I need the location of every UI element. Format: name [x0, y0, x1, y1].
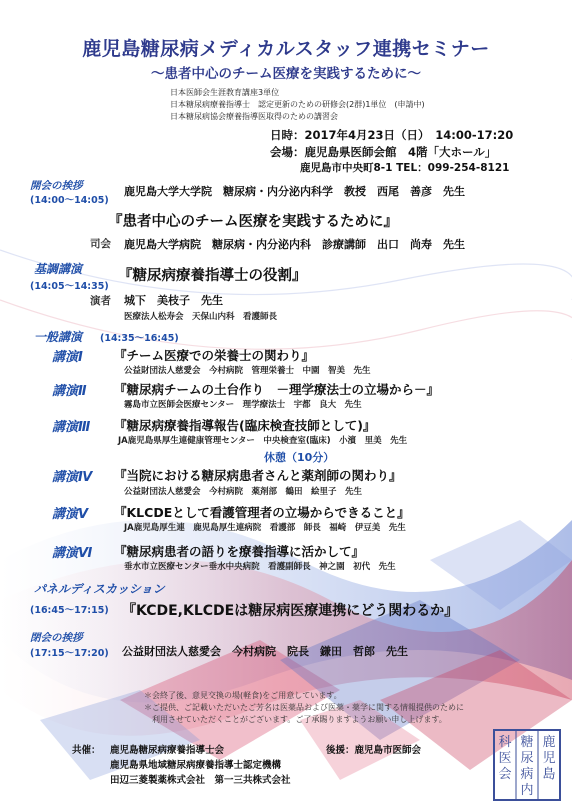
- page-title: 鹿児島糖尿病メディカルスタッフ連携セミナー: [82, 38, 490, 60]
- event-venue: 会場：鹿児島県医師会館 4階「大ホール」: [270, 145, 497, 159]
- host-name: 鹿児島県地域糖尿病療養指導士認定機構: [110, 760, 282, 771]
- talk-topic: 『糖尿病患者の語りを療養指導に活かして』: [114, 544, 365, 559]
- svg-text:会: 会: [498, 767, 512, 782]
- note-line: ＊会終了後、意見交換の場(軽食)をご用意しています。: [144, 691, 342, 700]
- talk-number: 講演Ⅲ: [52, 420, 91, 435]
- keynote-topic: 『糖尿病療養指導士の役割』: [118, 268, 307, 284]
- talk-topic: 『糖尿病療養指導報告(臨床検査技師として)』: [114, 418, 376, 433]
- talk-speaker: JA鹿児島厚生連 鹿児島厚生連病院 看護部 師長 福崎 伊豆美 先生: [124, 523, 406, 533]
- talk-speaker: 公益財団法人慈愛会 今村病院 薬剤部 鶴田 絵里子 先生: [124, 487, 363, 497]
- host-name: 田辺三菱製薬株式会社 第一三共株式会社: [110, 775, 291, 786]
- keynote-speaker: 城下 美枝子 先生: [124, 294, 223, 307]
- general-time: (14:35～16:45): [100, 333, 179, 344]
- keynote-label: 基調講演: [34, 262, 83, 276]
- talk-speaker: 公益財団法人慈愛会 今村病院 管理栄養士 中園 智美 先生: [124, 366, 371, 376]
- talk-speaker: 垂水市立医療センター垂水中央病院 看護副師長 神之園 初代 先生: [124, 562, 396, 572]
- talk-speaker: JA鹿児島県厚生連健康管理センター 中央検査室(臨床) 小濱 里美 先生: [118, 436, 408, 446]
- svg-text:島: 島: [542, 767, 556, 782]
- talk-number: 講演Ⅳ: [52, 470, 93, 485]
- svg-text:児: 児: [542, 751, 556, 766]
- talk-number: 講演Ⅵ: [52, 546, 93, 561]
- page-subtitle: ～患者中心のチーム医療を実践するために～: [151, 66, 421, 82]
- host-name: 鹿児島糖尿病療養指導士会: [110, 745, 225, 756]
- svg-text:科: 科: [498, 735, 512, 750]
- keynote-affiliation: 医療法人松寿会 天保山内科 看護師長: [124, 312, 278, 322]
- talk-number: 講演Ⅰ: [52, 350, 83, 365]
- keynote-time: (14:05～14:35): [30, 281, 109, 292]
- chair-label: 司会: [90, 238, 111, 250]
- svg-text:内: 内: [520, 783, 534, 798]
- note-line: ＊ご提供、ご記載いただいたご芳名は医薬品および医薬・薬学に関する情報提供のために: [144, 703, 464, 712]
- speaker-label: 演者: [90, 295, 111, 307]
- closing-label: 閉会の挨拶: [30, 632, 83, 644]
- event-address: 鹿児島市中央町8-1 TEL：099-254-8121: [300, 162, 510, 174]
- opening-time: (14:00～14:05): [30, 195, 109, 206]
- closing-time: (17:15～17:20): [30, 648, 109, 659]
- svg-text:糖: 糖: [520, 735, 534, 750]
- talk-topic: 『糖尿病チームの土台作り －理学療法士の立場から－』: [114, 382, 440, 397]
- break-label: 休憩（10分）: [264, 451, 335, 464]
- closing-speaker: 公益財団法人慈愛会 今村病院 院長 鎌田 哲郎 先生: [122, 645, 408, 658]
- panel-label: パネルディスカッション: [34, 582, 165, 596]
- credit-line: 日本糖尿病療養指導士 認定更新のための研修会(2群)1単位 (申請中): [170, 100, 425, 109]
- svg-text:鹿: 鹿: [542, 735, 556, 750]
- opening-label: 開会の挨拶: [30, 180, 83, 192]
- general-label: 一般講演: [34, 330, 83, 344]
- talk-number: 講演Ⅴ: [52, 507, 89, 522]
- svg-text:病: 病: [520, 767, 534, 782]
- talk-topic: 『チーム医療での栄養士の関わり』: [114, 348, 315, 363]
- talk-speaker: 霧島市立医師会医療センター 理学療法士 宇都 良大 先生: [124, 400, 362, 410]
- sponsor: 後援：鹿児島市医師会: [326, 745, 422, 756]
- credit-line: 日本糖尿病協会療養指導医取得のための講習会: [170, 112, 338, 121]
- seal-stamp: [492, 728, 562, 802]
- talk-topic: 『当院における糖尿病患者さんと薬剤師の関わり』: [114, 468, 402, 483]
- talk-topic: 『KLCDEとして看護管理者の立場からできること』: [114, 505, 410, 520]
- svg-text:医: 医: [498, 751, 512, 766]
- theme-title: 『患者中心のチーム医療を実践するために』: [108, 214, 398, 230]
- host-label: 共催：: [72, 745, 101, 756]
- chair-name: 鹿児島大学病院 糖尿病・内分泌内科 診療講師 出口 尚寿 先生: [124, 238, 465, 251]
- note-line: 利用させていただくことがございます。ご了承賜りますようお願い申し上げます。: [152, 715, 447, 724]
- panel-topic: 『KCDE,KLCDEは糖尿病医療連携にどう関わるか』: [122, 603, 459, 619]
- opening-speaker: 鹿児島大学大学院 糖尿病・内分泌内科学 教授 西尾 善彦 先生: [124, 185, 465, 198]
- event-date: 日時：2017年4月23日（日） 14:00-17:20: [270, 128, 514, 142]
- panel-time: (16:45～17:15): [30, 605, 109, 616]
- credit-line: 日本医師会生涯教育講座3単位: [170, 88, 280, 97]
- talk-number: 講演Ⅱ: [52, 384, 87, 399]
- svg-text:尿: 尿: [520, 751, 534, 766]
